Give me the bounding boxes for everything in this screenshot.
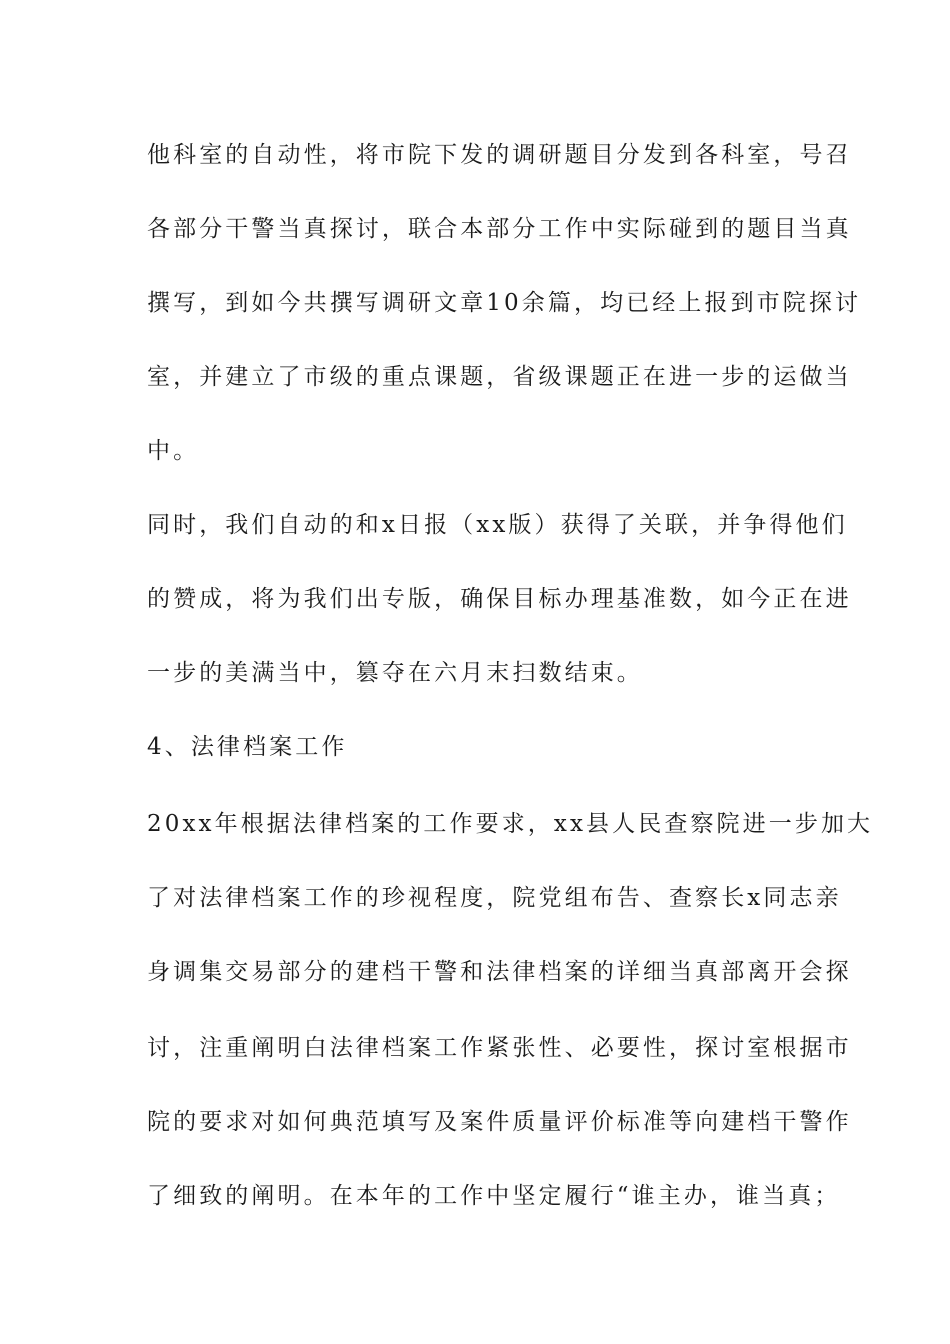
text-line-15: 了细致的阐明。在本年的工作中坚定履行“谁主办，谁当真； [147,1183,841,1209]
text-line-11: 了对法律档案工作的珍视程度，院党组布告、查察长x同志亲 [147,885,842,911]
text-line-8: 一步的美满当中，篡夺在六月末扫数结束。 [147,660,643,686]
text-line-14: 院的要求对如何典范填写及案件质量评价标准等向建档干警作 [147,1109,852,1135]
text-line-10: 20xx年根据法律档案的工作要求，xx县人民查察院进一步加大 [147,811,874,837]
text-line-4: 室，并建立了市级的重点课题，省级课题正在进一步的运做当 [147,364,852,390]
text-line-13: 讨，注重阐明白法律档案工作紧张性、必要性，探讨室根据市 [147,1035,852,1061]
text-line-2: 各部分干警当真探讨，联合本部分工作中实际碰到的题目当真 [147,216,852,242]
text-line-6: 同时，我们自动的和x日报（xx版）获得了关联，并争得他们 [147,512,848,538]
text-line-1: 他科室的自动性，将市院下发的调研题目分发到各科室，号召 [147,142,852,168]
text-line-12: 身调集交易部分的建档干警和法律档案的详细当真部离开会探 [147,959,852,985]
text-line-3: 撰写，到如今共撰写调研文章10余篇，均已经上报到市院探讨 [147,290,862,316]
text-line-5: 中。 [147,438,200,464]
text-line-7: 的赞成，将为我们出专版，确保目标办理基准数，如今正在进 [147,586,852,612]
section-heading: 4、法律档案工作 [147,734,348,760]
